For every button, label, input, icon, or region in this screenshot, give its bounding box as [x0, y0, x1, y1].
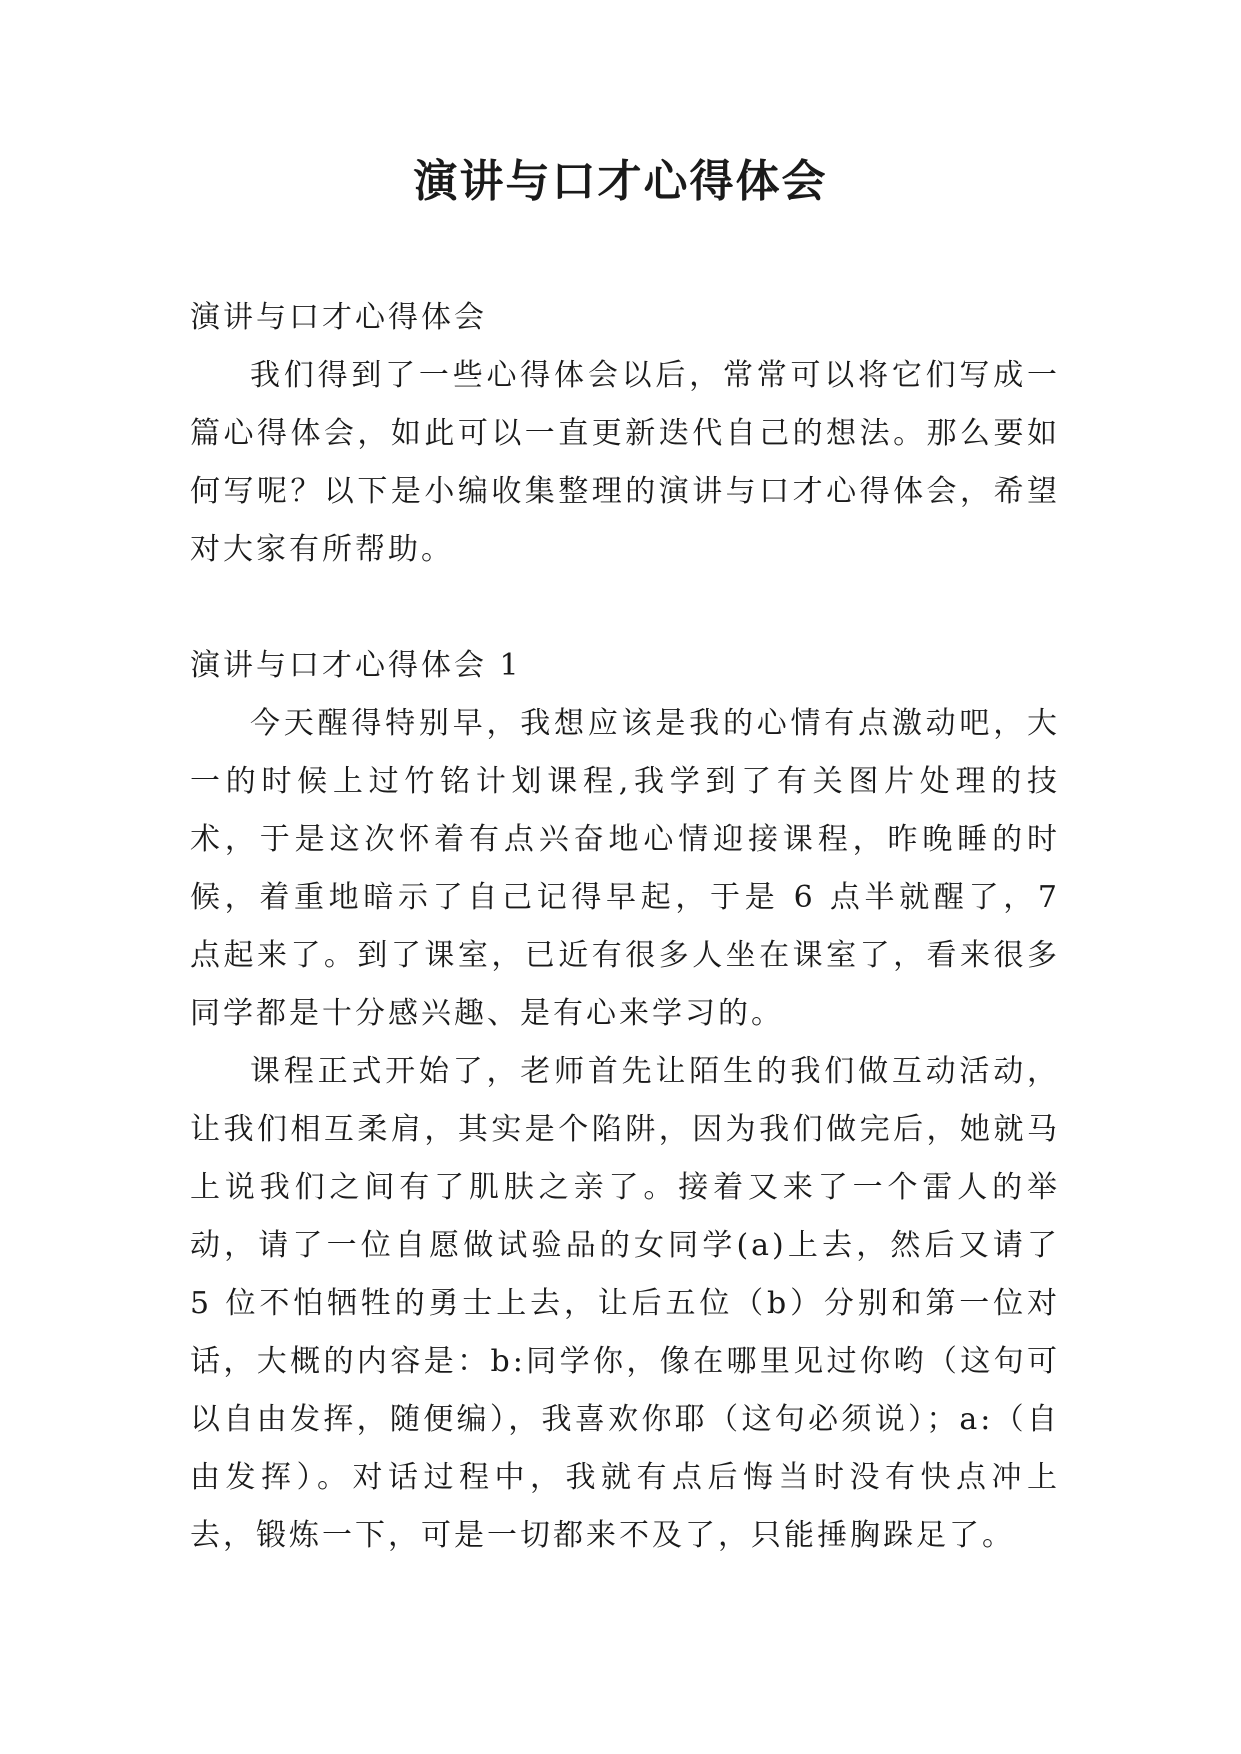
section-1-paragraph-2: 课程正式开始了，老师首先让陌生的我们做互动活动，让我们相互柔肩，其实是个陷阱，因为我们做完后，她就马上说我们之间有了肌肤之亲了。接着又来了一个雷人的举动，请了一位自愿做试验品的女同学(a)上去，然后又请了 5 位不怕牺牲的勇士上去，让后五位（b）分别和第一位对话，大概的内容是：b:同学你，像在哪里见过你哟（这句可以自由发挥，随便编），我喜欢你耶（这句必须说）；a:（自由发挥）。对话过程中，我就有点后悔当时没有快点冲上去，锻炼一下，可是一切都来不及了，只能捶胸跺足了。	[190, 1054, 1060, 1553]
section-1-paragraph-1: 今天醒得特别早，我想应该是我的心情有点激动吧，大一的时候上过竹铭计划课程,我学到了有关图片处理的技术，于是这次怀着有点兴奋地心情迎接课程，昨晚睡的时候，着重地暗示了自己记得早起，于是 6 点半就醒了，7 点起来了。到了课室，已近有很多人坐在课室了，看来很多同学都是十分感兴趣、是有心来学习的。	[190, 706, 1060, 1031]
section-1-heading: 演讲与口才心得体会 1	[190, 648, 522, 683]
intro-paragraph: 我们得到了一些心得体会以后，常常可以将它们写成一篇心得体会，如此可以一直更新迭代自己的想法。那么要如何写呢？以下是小编收集整理的演讲与口才心得体会，希望对大家有所帮助。	[190, 358, 1060, 567]
document-title: 演讲与口才心得体会	[413, 156, 828, 207]
section-1	[190, 637, 1060, 1565]
intro-heading: 演讲与口才心得体会	[190, 300, 487, 335]
intro-section	[190, 289, 1060, 579]
